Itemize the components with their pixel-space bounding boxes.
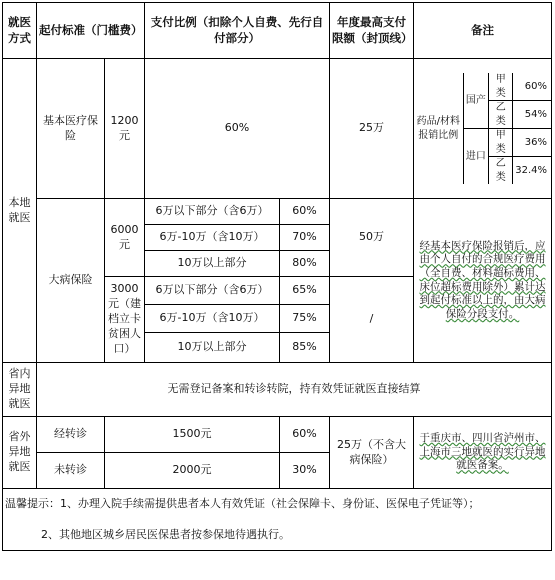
hint-line-2: 2、其他地区城乡居民医保患者按参保地待遇执行。 <box>3 521 552 551</box>
province-label: 省内异地就医 <box>3 363 37 417</box>
nonreferral-name: 未转诊 <box>37 453 105 489</box>
drug-type: 甲类 <box>489 73 513 101</box>
drug-type: 乙类 <box>489 101 513 129</box>
drug-group-domestic: 国产 <box>463 73 489 129</box>
nonreferral-pct: 30% <box>280 453 330 489</box>
critical-tier1-row <box>3 199 552 225</box>
critical-tier1-range: 6万以下部分（含6万） <box>145 199 280 225</box>
hint-row-2 <box>3 521 552 551</box>
header-remarks: 备注 <box>414 3 552 59</box>
outside-label: 省外异地就医 <box>3 417 37 489</box>
critical-tier2-pct: 75% <box>280 305 330 333</box>
basic-insurance-name: 基本医疗保险 <box>37 59 105 199</box>
critical-tier1-pct: 70% <box>280 225 330 251</box>
hint-line-1: 温馨提示：1、办理入院手续需提供患者本人有效凭证（社会保障卡、身份证、医保电子凭证等）； <box>3 489 552 521</box>
header-cap: 年度最高支付限额（封顶线） <box>330 3 414 59</box>
critical-tier2-cap: / <box>330 277 414 363</box>
hint-row-1 <box>3 489 552 521</box>
header-mode: 就医方式 <box>3 3 37 59</box>
critical-tier1-threshold: 6000元 <box>105 199 145 277</box>
outside-note: 于重庆市、四川省泸州市、上海市三地就医的实行异地就医备案。 <box>414 417 552 489</box>
drug-type: 乙类 <box>489 157 513 185</box>
critical-tier2-pct: 85% <box>280 333 330 363</box>
nonreferral-threshold: 2000元 <box>105 453 280 489</box>
drug-pct: 54% <box>513 101 551 129</box>
critical-insurance-name: 大病保险 <box>37 199 105 363</box>
drug-group-imported: 进口 <box>463 129 489 185</box>
drug-pct: 60% <box>513 73 551 101</box>
drug-ratio-cell <box>414 59 552 199</box>
critical-tier1-pct: 60% <box>280 199 330 225</box>
drug-pct: 32.4% <box>513 157 551 185</box>
basic-cap: 25万 <box>330 59 414 199</box>
header-row <box>3 3 552 59</box>
critical-tier2-range: 6万以下部分（含6万） <box>145 277 280 305</box>
critical-note: 经基本医疗保险报销后，应由个人自付的合规医疗费用（全自费、材料超标费用、床位超标费用除外）累计达到起付标准以上的，由大病保险分段支付。 <box>414 199 552 363</box>
drug-ratio-label: 药品/材料报销比例 <box>414 73 463 184</box>
drug-type: 甲类 <box>489 129 513 157</box>
basic-threshold: 1200元 <box>105 59 145 199</box>
header-ratio: 支付比例（扣除个人自费、先行自付部分） <box>145 3 330 59</box>
critical-tier1-cap: 50万 <box>330 199 414 277</box>
province-row <box>3 363 552 417</box>
critical-tier1-pct: 80% <box>280 251 330 277</box>
referral-threshold: 1500元 <box>105 417 280 453</box>
medical-insurance-table <box>2 2 552 551</box>
critical-tier2-pct: 65% <box>280 277 330 305</box>
local-label: 本地就医 <box>3 59 37 363</box>
province-text: 无需登记备案和转诊转院，持有效凭证就医直接结算 <box>37 363 552 417</box>
referral-name: 经转诊 <box>37 417 105 453</box>
basic-ratio: 60% <box>145 59 330 199</box>
basic-insurance-row <box>3 59 552 199</box>
critical-tier1-range: 10万以上部分 <box>145 251 280 277</box>
critical-tier2-threshold: 3000元（建档立卡贫困人口） <box>105 277 145 363</box>
referral-pct: 60% <box>280 417 330 453</box>
drug-ratio-table <box>414 73 551 184</box>
outside-cap: 25万（不含大病保险） <box>330 417 414 489</box>
critical-tier2-range: 6万-10万（含10万） <box>145 305 280 333</box>
header-threshold: 起付标准（门槛费） <box>37 3 145 59</box>
drug-pct: 36% <box>513 129 551 157</box>
outside-referral-row <box>3 417 552 453</box>
critical-tier2-range: 10万以上部分 <box>145 333 280 363</box>
critical-tier1-range: 6万-10万（含10万） <box>145 225 280 251</box>
